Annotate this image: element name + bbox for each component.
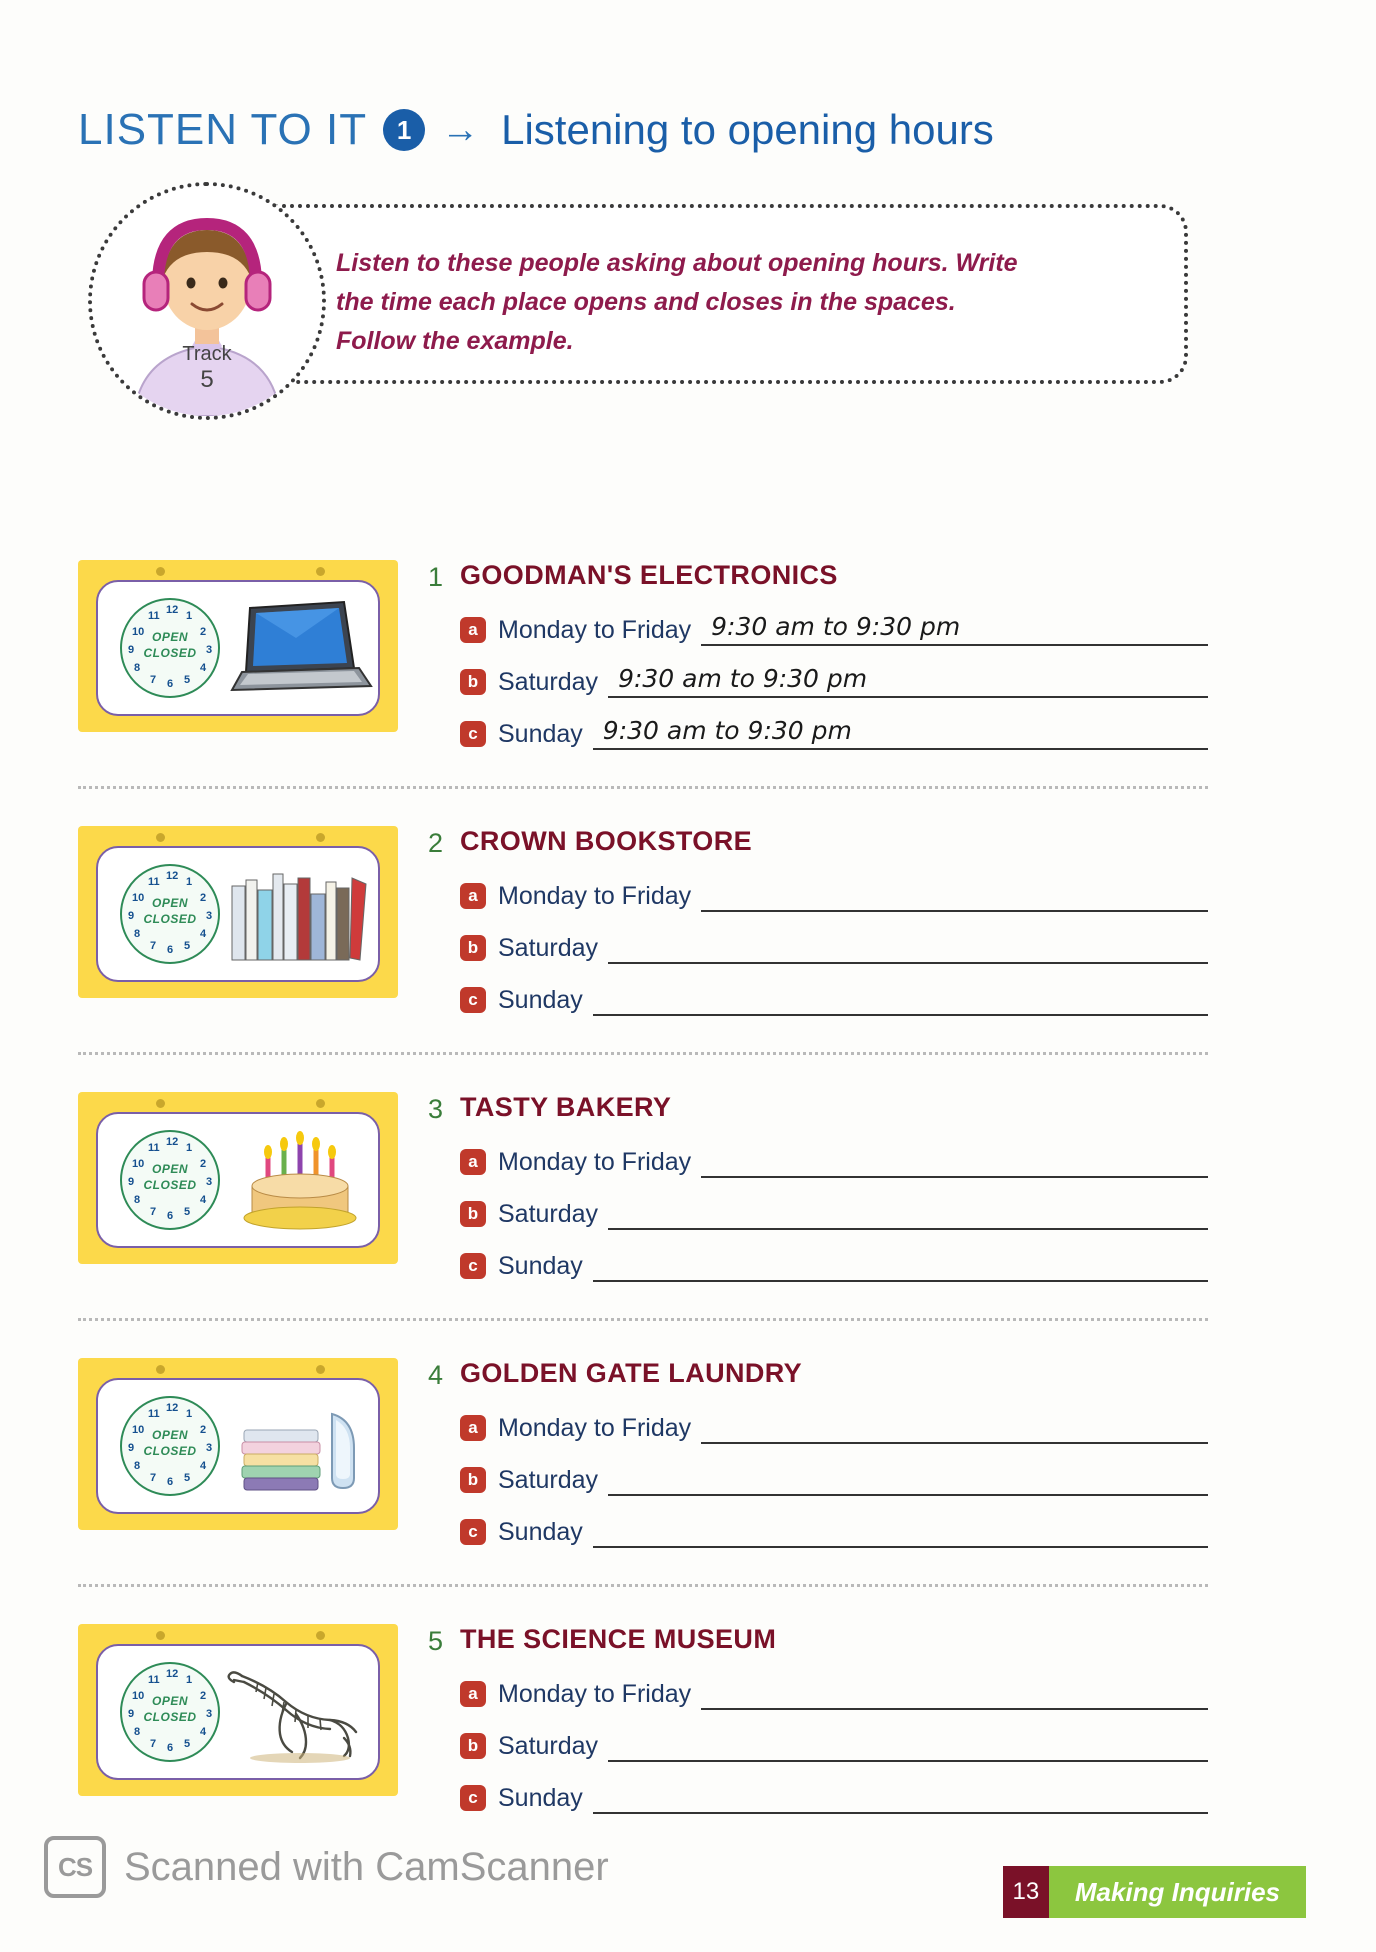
answer-row <box>460 978 1208 1022</box>
unit-name: Making Inquiries <box>1049 1866 1306 1918</box>
laptop-icon <box>226 594 376 702</box>
clock-number: 3 <box>206 1176 213 1188</box>
clock-number: 9 <box>128 644 135 656</box>
row-label: Sunday <box>498 985 583 1014</box>
badge-c: c <box>460 1519 486 1545</box>
camscanner-watermark <box>44 1836 609 1898</box>
clock-number: 3 <box>206 1708 213 1720</box>
arrow-right-icon: → <box>441 109 480 151</box>
clock-number: 10 <box>132 892 145 904</box>
clock-number: 10 <box>132 1424 145 1436</box>
item-title: TASTY BAKERY <box>460 1092 672 1122</box>
clock-number: 2 <box>200 892 207 904</box>
clock-number: 4 <box>200 1726 207 1738</box>
open-closed-clock-icon <box>120 598 220 698</box>
clock-number: 4 <box>200 1460 207 1472</box>
clock-number: 9 <box>128 910 135 922</box>
clock-number: 12 <box>166 1402 179 1414</box>
clock-number: 11 <box>148 1142 160 1154</box>
item-title: THE SCIENCE MUSEUM <box>460 1624 777 1654</box>
answer-blank[interactable] <box>701 1678 1208 1710</box>
clock-closed-label: CLOSED <box>143 1178 197 1192</box>
camscanner-logo-icon: CS <box>44 1836 106 1898</box>
track-label-wrap <box>92 343 322 394</box>
clock-number: 12 <box>166 1668 179 1680</box>
clock-open-label: OPEN <box>151 1694 188 1708</box>
clock-number: 7 <box>150 674 157 686</box>
page-number: 13 <box>1003 1866 1049 1918</box>
screw-icon <box>156 567 165 576</box>
clock-number: 7 <box>150 1206 157 1218</box>
answer-row <box>460 926 1208 970</box>
badge-b: b <box>460 669 486 695</box>
answer-row <box>460 1776 1208 1820</box>
divider <box>78 1318 1208 1321</box>
page-subtitle: Listening to opening hours <box>501 106 994 153</box>
item-thumbnail <box>78 560 398 732</box>
clock-number: 4 <box>200 928 207 940</box>
item-title: GOODMAN'S ELECTRONICS <box>460 560 838 590</box>
track-label: Track <box>182 343 232 366</box>
clock-number: 6 <box>167 1476 174 1488</box>
clock-open-label: OPEN <box>151 630 188 644</box>
item-number: 2 <box>428 828 444 858</box>
row-label: Saturday <box>498 667 599 696</box>
screw-icon <box>316 567 325 576</box>
clock-number: 1 <box>186 1674 193 1686</box>
clock-number: 7 <box>150 940 157 952</box>
clock-number: 6 <box>167 1210 174 1222</box>
clock-number: 8 <box>134 1726 141 1738</box>
screw-icon <box>316 1365 325 1374</box>
clock-number: 5 <box>184 1206 191 1218</box>
cake-icon <box>226 1126 376 1234</box>
screw-icon <box>316 1099 325 1108</box>
track-number: 5 <box>200 366 214 394</box>
badge-a: a <box>460 1415 486 1441</box>
answer-blank[interactable] <box>593 984 1208 1016</box>
exercise-number-badge: 1 <box>383 109 425 151</box>
clock-number: 6 <box>167 1742 174 1754</box>
screw-icon <box>156 833 165 842</box>
clock-number: 6 <box>167 678 174 690</box>
open-closed-clock-icon <box>120 1396 220 1496</box>
badge-c: c <box>460 1253 486 1279</box>
row-label: Monday to Friday <box>498 1679 692 1708</box>
clock-number: 1 <box>186 1142 193 1154</box>
answer-blank[interactable] <box>593 718 1208 750</box>
row-label: Sunday <box>498 1783 583 1812</box>
clock-number: 5 <box>184 940 191 952</box>
row-label: Saturday <box>498 933 599 962</box>
clock-number: 8 <box>134 1460 141 1472</box>
clock-number: 9 <box>128 1442 135 1454</box>
badge-b: b <box>460 1733 486 1759</box>
clock-open-label: OPEN <box>151 1428 188 1442</box>
answer-blank[interactable] <box>608 1464 1208 1496</box>
clock-open-label: OPEN <box>151 896 188 910</box>
clock-number: 7 <box>150 1738 157 1750</box>
badge-c: c <box>460 987 486 1013</box>
item-thumbnail <box>78 1092 398 1264</box>
item-thumbnail <box>78 826 398 998</box>
clock-number: 7 <box>150 1472 157 1484</box>
item-title: GOLDEN GATE LAUNDRY <box>460 1358 803 1388</box>
clock-number: 12 <box>166 1136 179 1148</box>
divider <box>78 1584 1208 1587</box>
answer-blank[interactable] <box>593 1782 1208 1814</box>
clock-number: 2 <box>200 1424 207 1436</box>
answer-text: 9:30 am to 9:30 pm <box>602 716 852 745</box>
clock-open-label: OPEN <box>151 1162 188 1176</box>
divider <box>78 786 1208 789</box>
laundry-icon <box>226 1392 376 1500</box>
answer-row <box>460 1672 1208 1716</box>
clock-number: 2 <box>200 1158 207 1170</box>
clock-closed-label: CLOSED <box>143 646 197 660</box>
sign-plate <box>96 1112 380 1248</box>
clock-number: 9 <box>128 1708 135 1720</box>
item-number: 5 <box>428 1626 444 1656</box>
answer-row <box>460 1510 1208 1554</box>
row-label: Saturday <box>498 1731 599 1760</box>
screw-icon <box>156 1365 165 1374</box>
clock-number: 5 <box>184 674 191 686</box>
camscanner-text: Scanned with CamScanner <box>124 1844 609 1889</box>
screw-icon <box>156 1631 165 1640</box>
answer-row <box>460 712 1208 756</box>
avatar <box>88 182 326 420</box>
badge-c: c <box>460 721 486 747</box>
item-thumbnail <box>78 1358 398 1530</box>
divider <box>78 1052 1208 1055</box>
open-closed-clock-icon <box>120 864 220 964</box>
answer-blank[interactable] <box>593 1516 1208 1548</box>
clock-number: 2 <box>200 1690 207 1702</box>
clock-number: 1 <box>186 876 193 888</box>
item-number: 1 <box>428 562 444 592</box>
open-closed-clock-icon <box>120 1130 220 1230</box>
clock-number: 8 <box>134 662 141 674</box>
clock-number: 9 <box>128 1176 135 1188</box>
answer-row <box>460 1406 1208 1450</box>
clock-number: 3 <box>206 644 213 656</box>
badge-b: b <box>460 1467 486 1493</box>
screw-icon <box>156 1099 165 1108</box>
answer-row <box>460 1192 1208 1236</box>
item-title: CROWN BOOKSTORE <box>460 826 753 856</box>
badge-a: a <box>460 1681 486 1707</box>
badge-a: a <box>460 1149 486 1175</box>
answer-text: 9:30 am to 9:30 pm <box>618 664 868 693</box>
clock-number: 8 <box>134 928 141 940</box>
answer-blank[interactable] <box>701 614 1208 646</box>
badge-b: b <box>460 1201 486 1227</box>
badge-b: b <box>460 935 486 961</box>
row-label: Monday to Friday <box>498 881 692 910</box>
clock-number: 2 <box>200 626 207 638</box>
page-title: LISTEN TO IT <box>78 105 368 154</box>
clock-number: 6 <box>167 944 174 956</box>
answer-text: 9:30 am to 9:30 pm <box>711 612 961 641</box>
sign-plate <box>96 580 380 716</box>
dinosaur-skeleton-icon <box>226 1658 376 1766</box>
clock-number: 12 <box>166 604 179 616</box>
answer-row <box>460 1140 1208 1184</box>
open-closed-clock-icon <box>120 1662 220 1762</box>
sign-plate <box>96 1378 380 1514</box>
answer-blank[interactable] <box>608 932 1208 964</box>
answer-row <box>460 608 1208 652</box>
clock-number: 5 <box>184 1472 191 1484</box>
answer-blank[interactable] <box>608 666 1208 698</box>
answer-row <box>460 874 1208 918</box>
clock-number: 3 <box>206 910 213 922</box>
clock-closed-label: CLOSED <box>143 1444 197 1458</box>
item-thumbnail <box>78 1624 398 1796</box>
answer-row <box>460 1244 1208 1288</box>
clock-number: 12 <box>166 870 179 882</box>
row-label: Sunday <box>498 1251 583 1280</box>
answer-blank[interactable] <box>593 1250 1208 1282</box>
instruction-banner <box>88 196 1188 394</box>
page-header <box>78 105 994 155</box>
clock-number: 5 <box>184 1738 191 1750</box>
screw-icon <box>316 1631 325 1640</box>
clock-closed-label: CLOSED <box>143 1710 197 1724</box>
row-label: Monday to Friday <box>498 1413 692 1442</box>
item-number: 3 <box>428 1094 444 1124</box>
answer-blank[interactable] <box>701 1412 1208 1444</box>
clock-number: 11 <box>148 1408 160 1420</box>
clock-number: 11 <box>148 1674 160 1686</box>
answer-blank[interactable] <box>701 880 1208 912</box>
answer-row <box>460 660 1208 704</box>
clock-number: 4 <box>200 1194 207 1206</box>
badge-a: a <box>460 883 486 909</box>
row-label: Sunday <box>498 719 583 748</box>
answer-row <box>460 1724 1208 1768</box>
clock-number: 10 <box>132 1158 145 1170</box>
clock-number: 3 <box>206 1442 213 1454</box>
clock-number: 10 <box>132 626 145 638</box>
row-label: Sunday <box>498 1517 583 1546</box>
clock-closed-label: CLOSED <box>143 912 197 926</box>
row-label: Saturday <box>498 1465 599 1494</box>
page-footer <box>1003 1866 1306 1918</box>
screw-icon <box>316 833 325 842</box>
clock-number: 11 <box>148 876 160 888</box>
clock-number: 1 <box>186 610 193 622</box>
sign-plate <box>96 846 380 982</box>
books-icon <box>226 860 376 968</box>
answer-blank[interactable] <box>608 1198 1208 1230</box>
row-label: Monday to Friday <box>498 615 692 644</box>
row-label: Monday to Friday <box>498 1147 692 1176</box>
clock-number: 10 <box>132 1690 145 1702</box>
clock-number: 11 <box>148 610 160 622</box>
answer-blank[interactable] <box>701 1146 1208 1178</box>
clock-number: 1 <box>186 1408 193 1420</box>
answer-blank[interactable] <box>608 1730 1208 1762</box>
clock-number: 8 <box>134 1194 141 1206</box>
clock-number: 4 <box>200 662 207 674</box>
badge-a: a <box>460 617 486 643</box>
item-number: 4 <box>428 1360 444 1390</box>
sign-plate <box>96 1644 380 1780</box>
answer-row <box>460 1458 1208 1502</box>
row-label: Saturday <box>498 1199 599 1228</box>
instruction-text: Listen to these people asking about opening hours. Write the time each place opens and closes in the spaces. Follow the example. <box>336 249 1018 355</box>
badge-c: c <box>460 1785 486 1811</box>
